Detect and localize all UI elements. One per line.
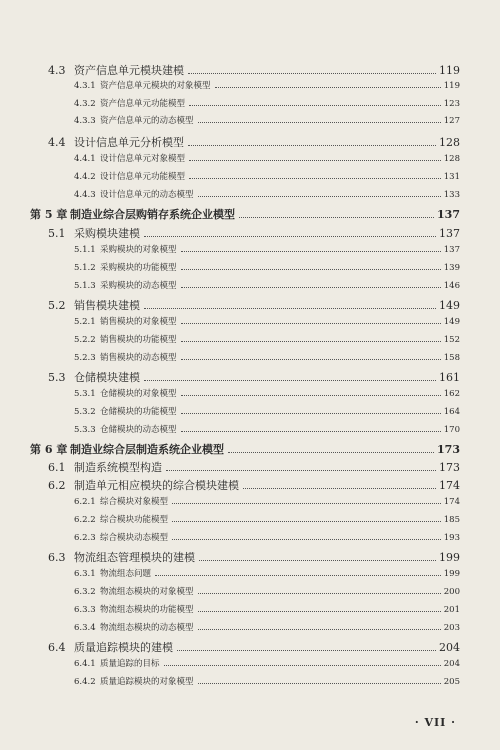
toc-leader-dots <box>239 216 434 218</box>
page-footer-number: · VII · <box>414 716 456 729</box>
toc-entry <box>74 114 460 126</box>
toc-entry <box>48 62 460 78</box>
toc-leader-dots <box>172 520 441 522</box>
toc-entry-number: 第 5 章 <box>30 208 68 221</box>
toc-entry-page: 139 <box>443 263 460 273</box>
toc-entry-title: 资产信息单元模块建模 <box>74 64 184 77</box>
toc-leader-dots <box>172 538 441 540</box>
toc-entry-number: 6.2 <box>48 479 66 492</box>
toc-entry-page: 158 <box>443 353 460 363</box>
toc-entry-title: 销售模块的功能模型 <box>100 335 177 345</box>
toc-entry-number: 5.1.1 <box>74 245 96 255</box>
toc-entry <box>48 549 460 565</box>
toc-entry-page: 161 <box>439 371 460 384</box>
toc-entry-page: 162 <box>443 389 460 399</box>
toc-leader-dots <box>189 159 441 161</box>
toc-entry-page: 170 <box>443 425 460 435</box>
toc-entry-title: 资产信息单元模块的对象模型 <box>100 81 211 91</box>
toc-entry-number: 4.4 <box>48 136 66 149</box>
toc-leader-dots <box>198 682 441 684</box>
toc-entry <box>74 657 460 669</box>
toc-entry-page: 137 <box>439 227 460 240</box>
toc-entry-number: 5.1 <box>48 227 66 240</box>
toc-entry-number: 6.3.1 <box>74 569 96 579</box>
toc-leader-dots <box>198 628 441 630</box>
toc-entry-title: 物流组态管理模块的建模 <box>74 551 195 564</box>
toc-entry-page: 204 <box>439 641 460 654</box>
toc-entry-title: 物流组态模块的功能模型 <box>100 605 194 615</box>
toc-entry <box>74 405 460 417</box>
toc-entry <box>48 639 460 655</box>
toc-entry-title: 采购模块的对象模型 <box>100 245 177 255</box>
toc-entry-page: 149 <box>439 299 460 312</box>
toc-leader-dots <box>188 72 436 74</box>
toc-entry-number: 4.3.3 <box>74 116 96 126</box>
toc-entry-page: 201 <box>443 605 460 615</box>
toc-entry-number: 6.4.2 <box>74 677 96 687</box>
toc-leader-dots <box>198 592 441 594</box>
toc-entry <box>48 297 460 313</box>
toc-entry-page: 185 <box>443 515 460 525</box>
toc-entry <box>48 225 460 241</box>
toc-entry <box>74 97 460 109</box>
toc-entry <box>74 333 460 345</box>
toc-leader-dots <box>172 502 441 504</box>
toc-entry-page: 173 <box>439 461 460 474</box>
toc-leader-dots <box>215 86 441 88</box>
toc-entry-title: 设计信息单元分析模型 <box>74 136 184 149</box>
toc-entry-title: 综合模块功能模型 <box>100 515 169 525</box>
toc-entry-number: 5.2.3 <box>74 353 96 363</box>
toc-entry-page: 174 <box>443 497 460 507</box>
toc-entry-number: 5.2.2 <box>74 335 96 345</box>
toc-leader-dots <box>164 664 441 666</box>
toc-leader-dots <box>188 144 436 146</box>
toc-entry-title: 设计信息单元的动态模型 <box>100 190 194 200</box>
toc-entry <box>74 279 460 291</box>
toc-leader-dots <box>243 487 436 489</box>
toc-entry-title: 物流组态模块的动态模型 <box>100 623 194 633</box>
toc-entry <box>74 513 460 525</box>
toc-entry-title: 仓储模块的对象模型 <box>100 389 177 399</box>
toc-entry-title: 综合模块动态模型 <box>100 533 169 543</box>
toc-entry <box>74 675 460 687</box>
toc-entry-number: 第 6 章 <box>30 443 68 456</box>
toc-entry-title: 制造单元相应模块的综合模块建模 <box>74 479 239 492</box>
toc-entry-page: 119 <box>443 81 460 91</box>
toc-entry-title: 资产信息单元功能模型 <box>100 99 186 109</box>
toc-entry-title: 制造系统模型构造 <box>74 461 162 474</box>
toc-entry-title: 销售模块建模 <box>74 299 140 312</box>
toc-entry-title: 采购模块建模 <box>74 227 140 240</box>
toc-leader-dots <box>181 250 441 252</box>
toc-leader-dots <box>181 286 441 288</box>
toc-entry-number: 6.2.2 <box>74 515 96 525</box>
toc-entry <box>74 79 460 91</box>
toc-entry-number: 6.2.1 <box>74 497 96 507</box>
toc-leader-dots <box>228 451 434 453</box>
toc-entry-title: 物流组态模块的对象模型 <box>100 587 194 597</box>
toc-leader-dots <box>181 340 441 342</box>
toc-entry <box>74 243 460 255</box>
toc-entry <box>74 315 460 327</box>
toc-leader-dots <box>177 649 436 651</box>
toc-entry-number: 6.3.3 <box>74 605 96 615</box>
toc-entry-number: 5.1.2 <box>74 263 96 273</box>
toc-leader-dots <box>181 430 441 432</box>
toc-entry-number: 6.4.1 <box>74 659 96 669</box>
toc-entry-number: 6.3.2 <box>74 587 96 597</box>
toc-entry-number: 5.1.3 <box>74 281 96 291</box>
toc-entry-page: 199 <box>443 569 460 579</box>
toc-entry-number: 5.3.2 <box>74 407 96 417</box>
toc-leader-dots <box>166 469 436 471</box>
toc-entry-number: 6.3.4 <box>74 623 96 633</box>
toc-entry-number: 4.3 <box>48 64 66 77</box>
toc-entry-page: 128 <box>443 154 460 164</box>
toc-entry-title: 制造业综合层制造系统企业模型 <box>70 443 224 456</box>
toc-entry-title: 制造业综合层购销存系统企业模型 <box>70 208 235 221</box>
toc-leader-dots <box>198 610 441 612</box>
toc-entry <box>74 423 460 435</box>
toc-leader-dots <box>181 268 441 270</box>
toc-entry <box>48 477 460 493</box>
toc-entry-page: 128 <box>439 136 460 149</box>
toc-entry <box>48 369 460 385</box>
toc-entry-page: 152 <box>443 335 460 345</box>
toc-entry-title: 仓储模块的功能模型 <box>100 407 177 417</box>
toc-entry-page: 127 <box>443 116 460 126</box>
toc-entry-number: 6.1 <box>48 461 66 474</box>
toc-entry-number: 4.4.1 <box>74 154 96 164</box>
toc-leader-dots <box>189 104 441 106</box>
toc-entry <box>74 621 460 633</box>
toc-entry <box>74 261 460 273</box>
toc-entry-number: 4.4.2 <box>74 172 96 182</box>
toc-entry-number: 6.3 <box>48 551 66 564</box>
toc-entry-page: 146 <box>443 281 460 291</box>
toc-entry-page: 133 <box>443 190 460 200</box>
toc-leader-dots <box>144 379 436 381</box>
toc-entry-title: 质量追踪的目标 <box>100 659 160 669</box>
toc-entry-number: 5.2.1 <box>74 317 96 327</box>
toc-entry <box>74 585 460 597</box>
toc-entry-title: 销售模块的动态模型 <box>100 353 177 363</box>
toc-leader-dots <box>155 574 441 576</box>
toc-entry-title: 质量追踪模块的建模 <box>74 641 173 654</box>
toc-entry-title: 质量追踪模块的对象模型 <box>100 677 194 687</box>
toc-entry-page: 174 <box>439 479 460 492</box>
toc-leader-dots <box>181 412 441 414</box>
toc-entry-page: 203 <box>443 623 460 633</box>
toc-leader-dots <box>189 177 441 179</box>
toc-entry-page: 200 <box>443 587 460 597</box>
toc-entry <box>74 351 460 363</box>
toc-leader-dots <box>198 121 441 123</box>
toc-entry-title: 物流组态问题 <box>100 569 152 579</box>
toc-leader-dots <box>144 307 436 309</box>
toc-entry-number: 5.3.3 <box>74 425 96 435</box>
toc-entry-number: 6.4 <box>48 641 66 654</box>
toc-entry-page: 149 <box>443 317 460 327</box>
toc-entry-title: 采购模块的功能模型 <box>100 263 177 273</box>
toc-entry-title: 设计信息单元功能模型 <box>100 172 186 182</box>
toc-entry-title: 仓储模块建模 <box>74 371 140 384</box>
toc-entry-page: 204 <box>443 659 460 669</box>
toc-entry-page: 137 <box>443 245 460 255</box>
toc-entry-number: 4.4.3 <box>74 190 96 200</box>
toc-leader-dots <box>144 235 436 237</box>
toc-entry-page: 131 <box>443 172 460 182</box>
toc-entry-page: 205 <box>443 677 460 687</box>
toc-leader-dots <box>181 322 441 324</box>
toc-entry-number: 6.2.3 <box>74 533 96 543</box>
toc-entry-number: 5.3.1 <box>74 389 96 399</box>
toc-entry <box>30 206 460 222</box>
toc-entry-number: 5.3 <box>48 371 66 384</box>
toc-entry <box>48 459 460 475</box>
toc-entry-page: 119 <box>439 64 460 77</box>
toc-entry <box>48 134 460 150</box>
toc-entry-page: 137 <box>437 208 460 221</box>
toc-entry <box>30 441 460 457</box>
toc-entry <box>74 567 460 579</box>
toc-entry <box>74 188 460 200</box>
toc-entry-number: 5.2 <box>48 299 66 312</box>
toc-entry-title: 资产信息单元的动态模型 <box>100 116 194 126</box>
toc-entry <box>74 495 460 507</box>
toc-leader-dots <box>199 559 436 561</box>
toc-entry-number: 4.3.1 <box>74 81 96 91</box>
toc-entry-page: 173 <box>437 443 460 456</box>
toc-entry-page: 193 <box>443 533 460 543</box>
toc-entry <box>74 170 460 182</box>
toc-entry-title: 设计信息单元对象模型 <box>100 154 186 164</box>
toc-entry <box>74 387 460 399</box>
toc-entry <box>74 531 460 543</box>
toc-entry <box>74 152 460 164</box>
toc-entry-page: 123 <box>443 99 460 109</box>
toc-leader-dots <box>181 394 441 396</box>
toc-leader-dots <box>198 195 441 197</box>
toc-entry-page: 199 <box>439 551 460 564</box>
toc-entry-title: 采购模块的动态模型 <box>100 281 177 291</box>
toc-entry-title: 综合模块对象模型 <box>100 497 169 507</box>
toc-entry-title: 仓储模块的动态模型 <box>100 425 177 435</box>
toc-entry <box>74 603 460 615</box>
toc-entry-number: 4.3.2 <box>74 99 96 109</box>
toc-leader-dots <box>181 358 441 360</box>
toc-entry-title: 销售模块的对象模型 <box>100 317 177 327</box>
toc-entry-page: 164 <box>443 407 460 417</box>
